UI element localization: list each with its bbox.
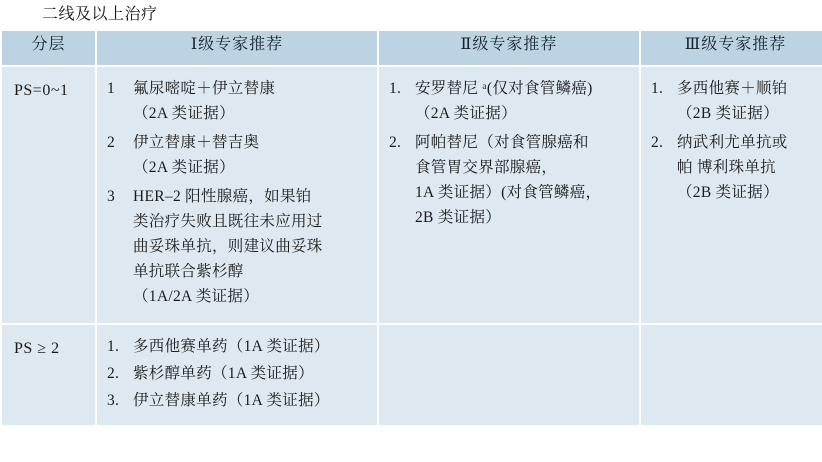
list-item-number: 3 <box>107 188 116 205</box>
list-item <box>389 130 631 230</box>
list-item-line: 类治疗失败且既往未应用过 <box>133 213 323 230</box>
list-item-line: 安罗替尼 ᵃ(仅对食管鳞癌) <box>415 80 593 97</box>
recommendation-list-level1 <box>107 76 369 309</box>
cell-level2-ps01 <box>378 66 640 324</box>
table-row <box>1 66 822 324</box>
list-item-line: 1A 类证据）(对食管鳞癌， <box>415 184 602 201</box>
list-item <box>107 184 369 309</box>
table-row <box>1 324 822 426</box>
recommendation-list-level2 <box>389 76 631 230</box>
table-caption: 二线及以上治疗 <box>42 6 158 23</box>
cell-stratification-ps2 <box>1 324 96 426</box>
list-item-number: 1. <box>389 80 402 97</box>
stratification-label: PS ≥ 2 <box>14 340 60 357</box>
list-item-line: （1A/2A 类证据） <box>133 288 260 305</box>
list-item <box>389 76 631 126</box>
list-item-line: 伊立替康＋替吉奥 <box>133 134 260 151</box>
list-item-line: 阿帕替尼（对食管腺癌和 <box>415 134 589 151</box>
list-item-line: 单抗联合紫杉醇 <box>133 263 244 280</box>
list-item-line: 多西他赛单药（1A 类证据） <box>133 338 330 355</box>
table-header <box>1 30 822 66</box>
list-item-number: 2. <box>107 365 120 382</box>
column-header-level2: Ⅱ级专家推荐 <box>378 30 640 66</box>
list-item <box>651 130 822 205</box>
list-item-line: （2A 类证据） <box>133 105 235 122</box>
list-item <box>107 130 369 180</box>
list-item <box>107 388 369 413</box>
list-item-line: HER–2 阳性腺癌，如果铂 <box>133 188 312 205</box>
cell-level3-ps01 <box>640 66 822 324</box>
recommendation-list-level1 <box>107 334 369 413</box>
list-item-line: 多西他赛＋顺铂 <box>677 80 788 97</box>
list-item-line: 纳武利尤单抗或 <box>677 134 788 151</box>
list-item-number: 1. <box>107 338 120 355</box>
stratification-label: PS=0~1 <box>14 82 69 99</box>
column-header-stratification: 分层 <box>1 30 96 66</box>
list-item-number: 2. <box>389 134 402 151</box>
list-item-number: 1 <box>107 80 116 97</box>
list-item-line: 2B 类证据） <box>415 209 502 226</box>
list-item-number: 3. <box>107 392 120 409</box>
cell-level1-ps01 <box>96 66 378 324</box>
list-item-line: 伊立替康单药（1A 类证据） <box>133 392 330 409</box>
column-header-level3: Ⅲ级专家推荐 <box>640 30 822 66</box>
list-item <box>107 334 369 359</box>
list-item-number: 2. <box>651 134 664 151</box>
recommendation-list-level3 <box>651 76 822 205</box>
list-item-line: 曲妥珠单抗，则建议曲妥珠 <box>133 238 323 255</box>
list-item <box>651 76 822 126</box>
treatment-table <box>0 29 822 427</box>
list-item-number: 2 <box>107 134 116 151</box>
list-item-line: 紫杉醇单药（1A 类证据） <box>133 365 314 382</box>
list-item-line: 帕 博利珠单抗 <box>677 159 776 176</box>
column-header-level1: Ⅰ级专家推荐 <box>96 30 378 66</box>
list-item-line: （2A 类证据） <box>133 159 235 176</box>
list-item-line: （2A 类证据） <box>415 105 517 122</box>
list-item-line: 食管胃交界部腺癌， <box>415 159 558 176</box>
list-item-number: 1. <box>651 80 664 97</box>
list-item-line: （2B 类证据） <box>677 105 779 122</box>
list-item <box>107 361 369 386</box>
table-body <box>1 66 822 426</box>
cell-stratification-ps01 <box>1 66 96 324</box>
header-row <box>1 30 822 66</box>
cell-level1-ps2 <box>96 324 378 426</box>
cell-level3-ps2-empty <box>640 324 822 426</box>
list-item <box>107 76 369 126</box>
list-item-line: （2B 类证据） <box>677 184 779 201</box>
list-item-line: 氟尿嘧啶＋伊立替康 <box>133 80 276 97</box>
cell-level2-ps2-empty <box>378 324 640 426</box>
